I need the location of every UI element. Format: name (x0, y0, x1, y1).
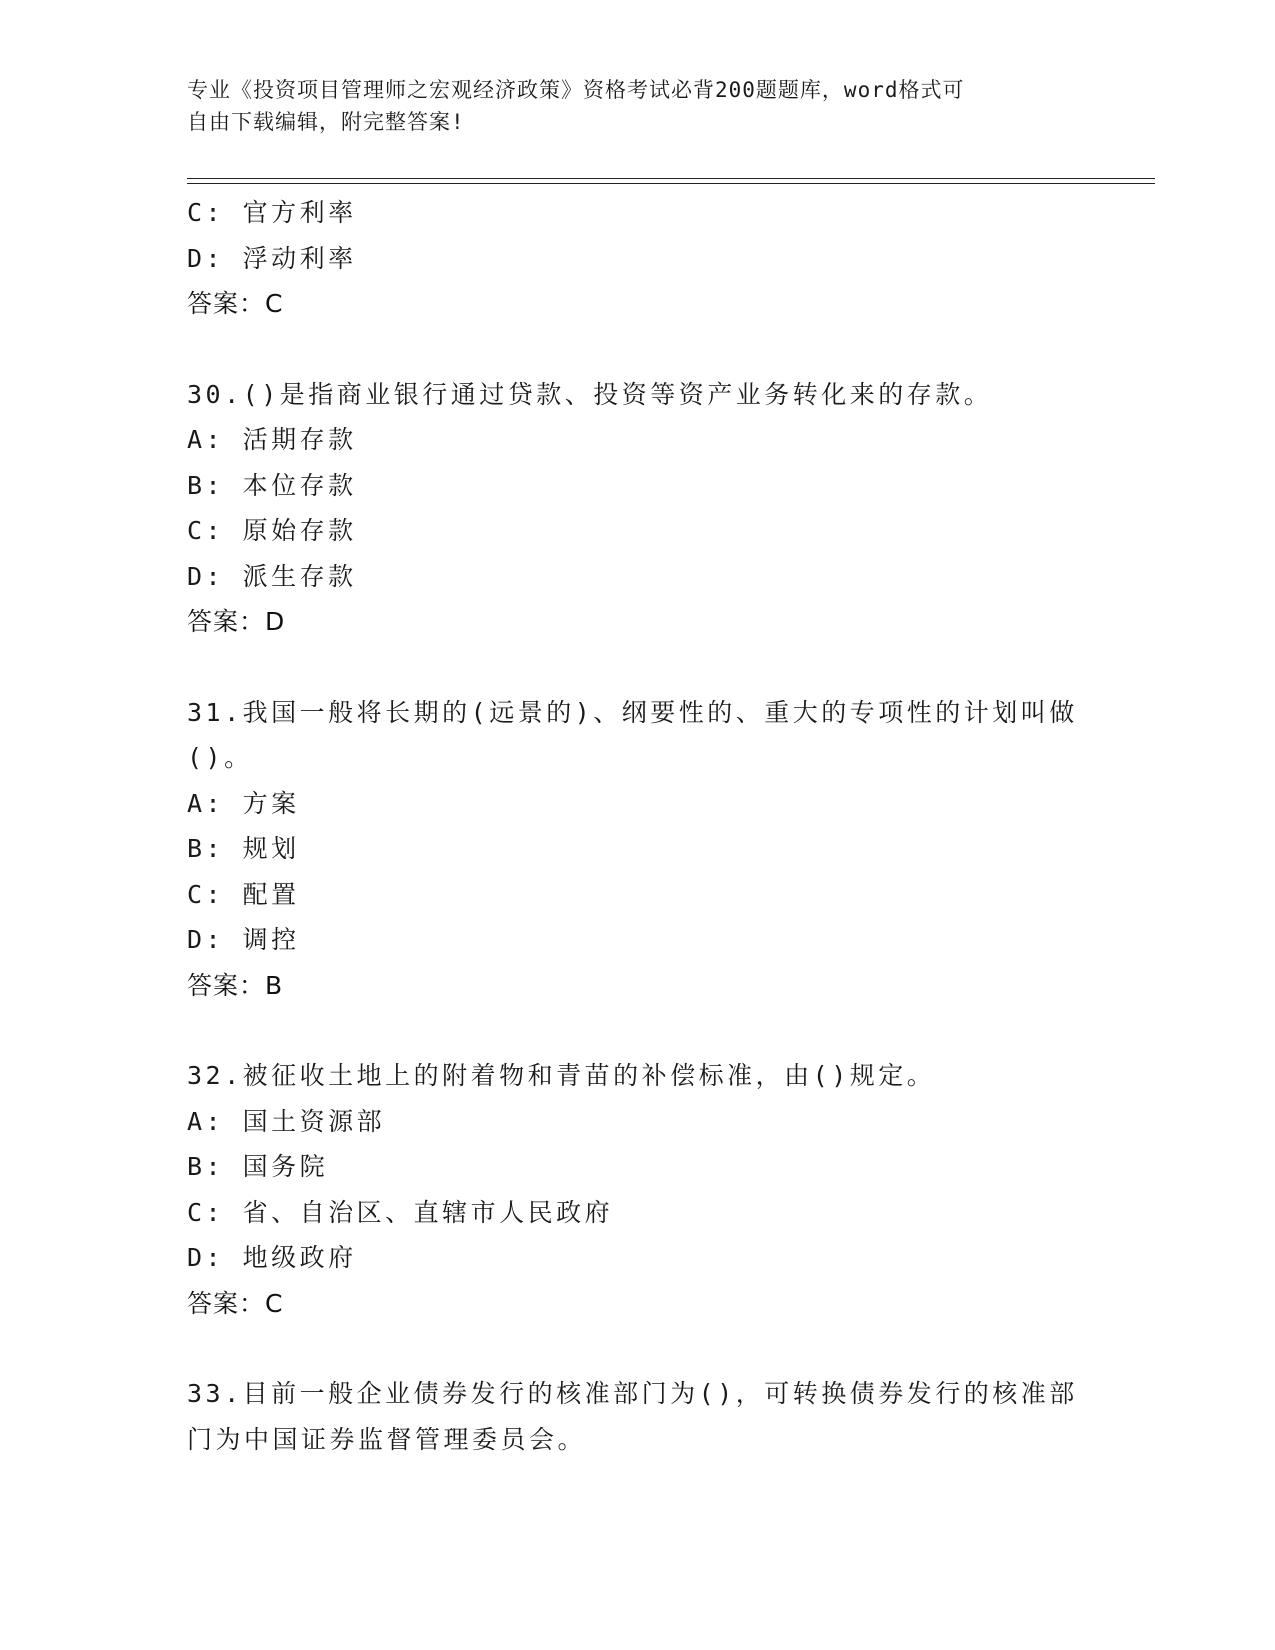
option-c: C: 省、自治区、直辖市人民政府 (187, 1197, 614, 1227)
header-divider-bottom (187, 183, 1155, 184)
question-block-33 (187, 1371, 1087, 1462)
answer-line: 答案：D (187, 607, 286, 636)
question-block-31 (187, 690, 1087, 1009)
document-header (187, 74, 1067, 138)
option-d: D: 地级政府 (187, 1243, 357, 1272)
header-line-1: 专业《投资项目管理师之宏观经济政策》资格考试必背200题题库，word格式可 (187, 78, 965, 102)
option-a: A: 国土资源部 (187, 1106, 386, 1136)
answer-line: 答案：B (187, 970, 284, 1000)
option-a: A: 方案 (187, 788, 300, 818)
option-c: C: 配置 (187, 879, 300, 909)
question-text: 32.被征收土地上的附着物和青苗的补偿标准，由()规定。 (187, 1061, 936, 1090)
option-d: D: 浮动利率 (187, 243, 357, 273)
question-text: 33.目前一般企业债券发行的核准部门为()，可转换债券发行的核准部 (187, 1379, 1078, 1408)
question-block-29 (187, 190, 1087, 327)
question-text-cont: 门为中国证券监督管理委员会。 (187, 1424, 587, 1454)
option-b: B: 本位存款 (187, 470, 357, 500)
header-divider-top (187, 178, 1155, 179)
question-text: 31.我国一般将长期的(远景的)、纲要性的、重大的专项性的计划叫做 (187, 697, 1078, 727)
question-text: 30.()是指商业银行通过贷款、投资等资产业务转化来的存款。 (187, 379, 993, 409)
option-d: D: 派生存款 (187, 561, 357, 591)
question-block-30 (187, 372, 1087, 645)
option-d: D: 调控 (187, 925, 300, 954)
answer-line: 答案：C (187, 1288, 284, 1318)
header-line-2: 自由下载编辑，附完整答案! (187, 110, 465, 134)
answer-line: 答案：C (187, 289, 284, 318)
option-a: A: 活期存款 (187, 425, 357, 454)
option-b: B: 国务院 (187, 1152, 329, 1181)
option-c: C: 原始存款 (187, 516, 357, 545)
option-b: B: 规划 (187, 834, 300, 863)
option-c: C: 官方利率 (187, 198, 357, 227)
document-body (187, 190, 1087, 1507)
question-block-32 (187, 1053, 1087, 1326)
question-text-cont: ()。 (187, 743, 253, 772)
